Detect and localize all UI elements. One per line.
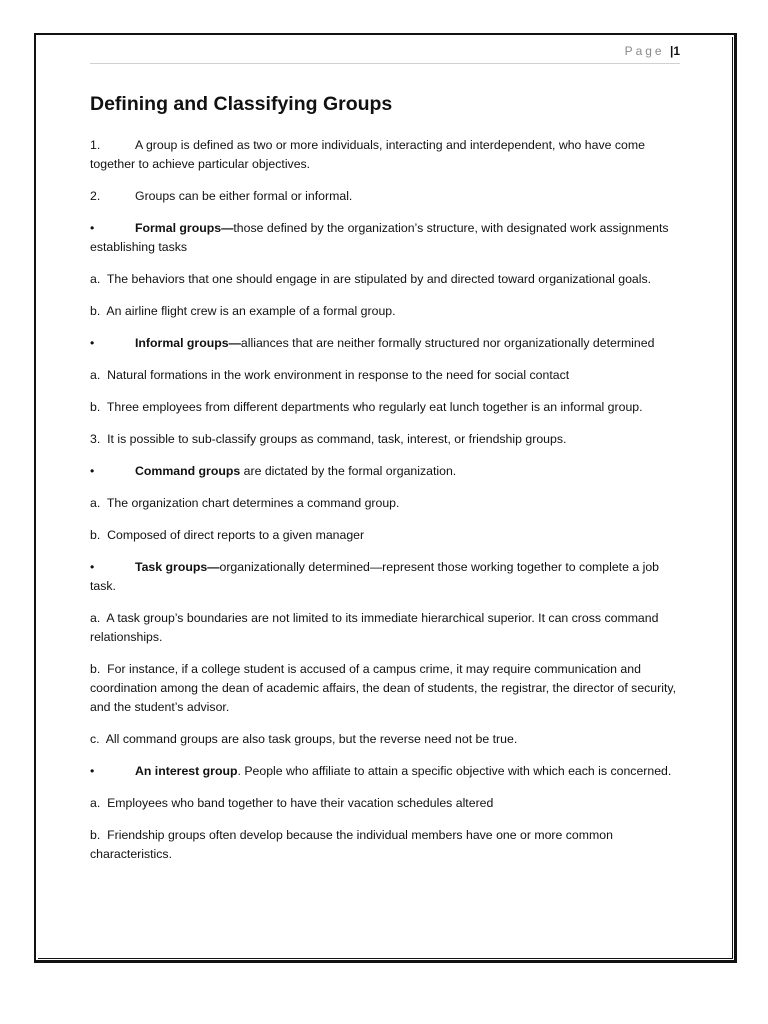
numbered-item <box>90 136 682 174</box>
bullet-term: Command groups <box>135 464 241 478</box>
item-text: The organization chart determines a command group. <box>106 496 400 510</box>
page-separator: | <box>669 44 674 58</box>
item-marker: b. <box>90 662 101 676</box>
item-marker: b. <box>90 828 101 842</box>
item-text: Groups can be either formal or informal. <box>135 189 353 203</box>
bullet-item <box>90 462 682 481</box>
bullet-item <box>90 558 682 596</box>
bullet-term: Task groups— <box>135 560 220 574</box>
item-text: Friendship groups often develop because the individual members have one or more common characteristics. <box>90 828 613 861</box>
item-text: Natural formations in the work environment in response to the need for social contact <box>107 368 570 382</box>
item-marker: 1. <box>90 138 101 152</box>
lettered-item <box>90 609 682 647</box>
item-text: Composed of direct reports to a given manager <box>107 528 365 542</box>
lettered-item <box>90 302 682 321</box>
item-marker: 3. <box>90 432 101 446</box>
bullet-marker: • <box>90 221 95 235</box>
item-marker: c. <box>90 732 100 746</box>
page-header <box>90 44 680 64</box>
item-text: A task group’s boundaries are not limited to its immediate hierarchical superior. It can cross command relationships. <box>90 611 659 644</box>
lettered-item <box>90 826 682 864</box>
item-text: . People who affiliate to attain a specific objective with which each is concerned. <box>237 764 672 778</box>
lettered-item <box>90 526 682 545</box>
item-text: An airline flight crew is an example of a formal group. <box>106 304 396 318</box>
bullet-marker: • <box>90 560 95 574</box>
bullet-term: Formal groups— <box>135 221 234 235</box>
bullet-marker: • <box>90 464 95 478</box>
item-marker: b. <box>90 304 101 318</box>
page-number: 1 <box>673 44 680 58</box>
bullet-item <box>90 219 682 257</box>
bullet-item <box>90 762 682 781</box>
lettered-item <box>90 398 682 417</box>
bullet-marker: • <box>90 336 95 350</box>
numbered-item <box>90 430 682 449</box>
page-word: Page <box>624 44 665 58</box>
item-marker: 2. <box>90 189 101 203</box>
lettered-item <box>90 494 682 513</box>
item-marker: a. <box>90 796 101 810</box>
bullet-term: An interest group <box>135 764 238 778</box>
item-marker: b. <box>90 528 101 542</box>
lettered-item <box>90 730 682 749</box>
item-text: those defined by the organization’s structure, with designated work assignments establishing tasks <box>90 221 669 254</box>
item-text: organizationally determined—represent those working together to complete a job task. <box>90 560 660 593</box>
item-text: alliances that are neither formally structured nor organizationally determined <box>240 336 655 350</box>
item-marker: a. <box>90 611 101 625</box>
item-text: A group is defined as two or more individuals, interacting and interdependent, who have come together to achieve particular objectives. <box>90 138 645 171</box>
item-text: It is possible to sub-classify groups as command, task, interest, or friendship groups. <box>107 432 567 446</box>
lettered-item <box>90 366 682 385</box>
item-text: Three employees from different departments who regularly eat lunch together is an informal group. <box>106 400 643 414</box>
item-text: are dictated by the formal organization. <box>240 464 457 478</box>
lettered-item <box>90 270 682 289</box>
lettered-item <box>90 660 682 717</box>
item-marker: a. <box>90 496 101 510</box>
item-text: Employees who band together to have their vacation schedules altered <box>107 796 494 810</box>
lettered-item <box>90 794 682 813</box>
document-title: Defining and Classifying Groups <box>90 93 393 115</box>
bullet-item <box>90 334 682 353</box>
numbered-item <box>90 187 682 206</box>
document-body <box>90 90 682 877</box>
item-text: For instance, if a college student is accused of a campus crime, it may require communication and coordination among the dean of academic affairs, the dean of students, the registrar, the director of security, and the student’s advisor. <box>90 662 677 714</box>
item-marker: b. <box>90 400 101 414</box>
item-text: The behaviors that one should engage in are stipulated by and directed toward organizational goals. <box>106 272 652 286</box>
item-text: All command groups are also task groups, but the reverse need not be true. <box>105 732 518 746</box>
item-marker: a. <box>90 368 101 382</box>
bullet-term: Informal groups— <box>135 336 241 350</box>
item-marker: a. <box>90 272 101 286</box>
bullet-marker: • <box>90 764 95 778</box>
